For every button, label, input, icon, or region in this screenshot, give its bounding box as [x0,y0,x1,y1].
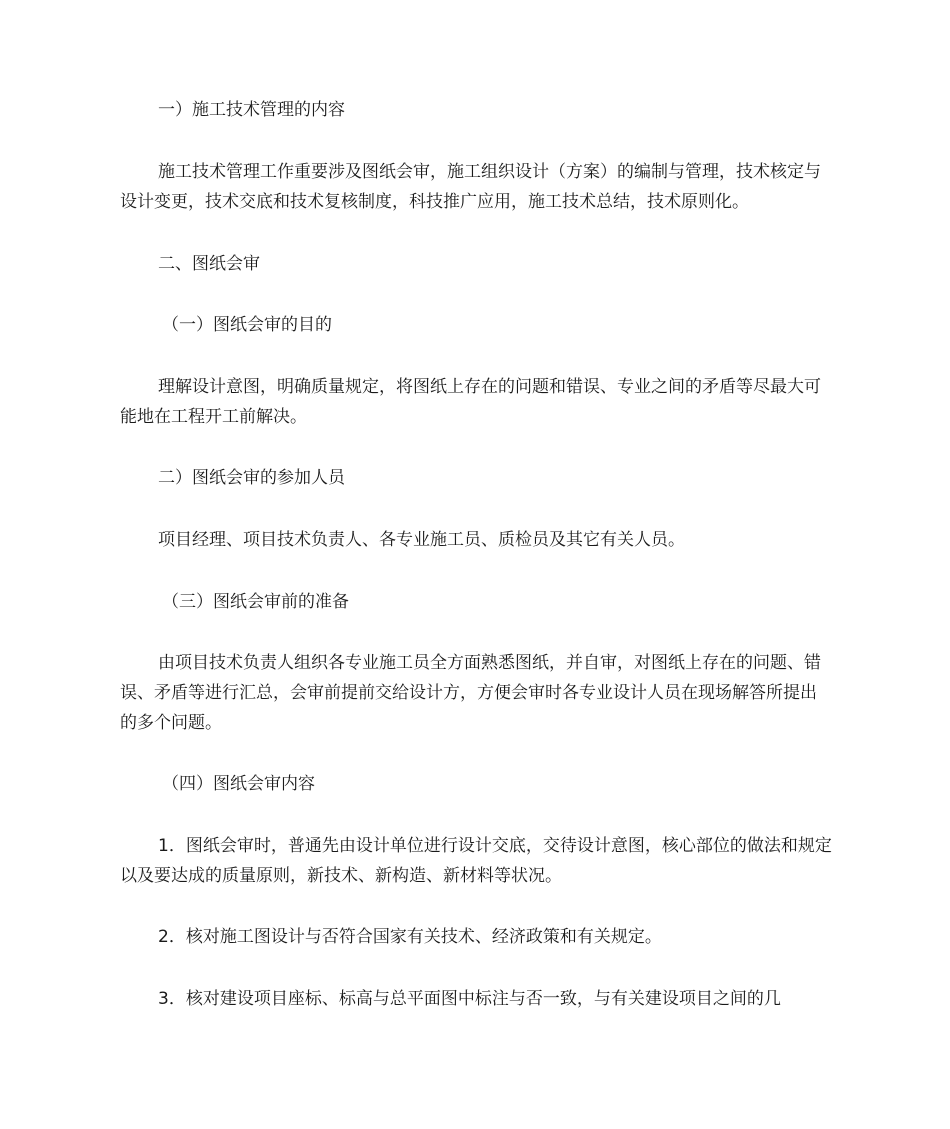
paragraph-review-participants: 项目经理、项目技术负责人、各专业施工员、质检员及其它有关人员。 [158,530,685,550]
section-heading-drawing-review: 二、图纸会审 [158,254,260,274]
paragraph-review-purpose: 理解设计意图，明确质量规定，将图纸上存在的问题和错误、专业之间的矛盾等尽最大可能地在工程开工前解决。 [120,377,821,427]
paragraph-technical-management-content: 施工技术管理工作重要涉及图纸会审，施工组织设计（方案）的编制与管理，技术核定与设计变更，技术交底和技术复核制度，科技推广应用，施工技术总结，技术原则化。 [120,162,821,212]
paragraph-review-preparation: 由项目技术负责人组织各专业施工员全方面熟悉图纸，并自审，对图纸上存在的问题、错误、矛盾等进行汇总，会审前提前交给设计方，方便会审时各专业设计人员在现场解答所提出的多个问题。 [120,653,821,733]
subheading-review-content: （四）图纸会审内容 [162,774,315,794]
list-item-review-content-1: 1．图纸会审时，普通先由设计单位进行设计交底，交待设计意图，核心部位的做法和规定以及要达成的质量原则，新技术、新构造、新材料等状况。 [120,836,832,886]
list-item-review-content-3: 3．核对建设项目座标、标高与总平面图中标注与否一致，与有关建设项目之间的几 [158,989,781,1009]
subheading-review-preparation: （三）图纸会审前的准备 [162,592,349,612]
list-item-review-content-2: 2．核对施工图设计与否符合国家有关技术、经济政策和有关规定。 [158,927,662,947]
subheading-review-participants: 二）图纸会审的参加人员 [158,468,345,488]
section-heading-technical-management: 一）施工技术管理的内容 [158,100,345,120]
subheading-review-purpose: （一）图纸会审的目的 [162,315,332,335]
